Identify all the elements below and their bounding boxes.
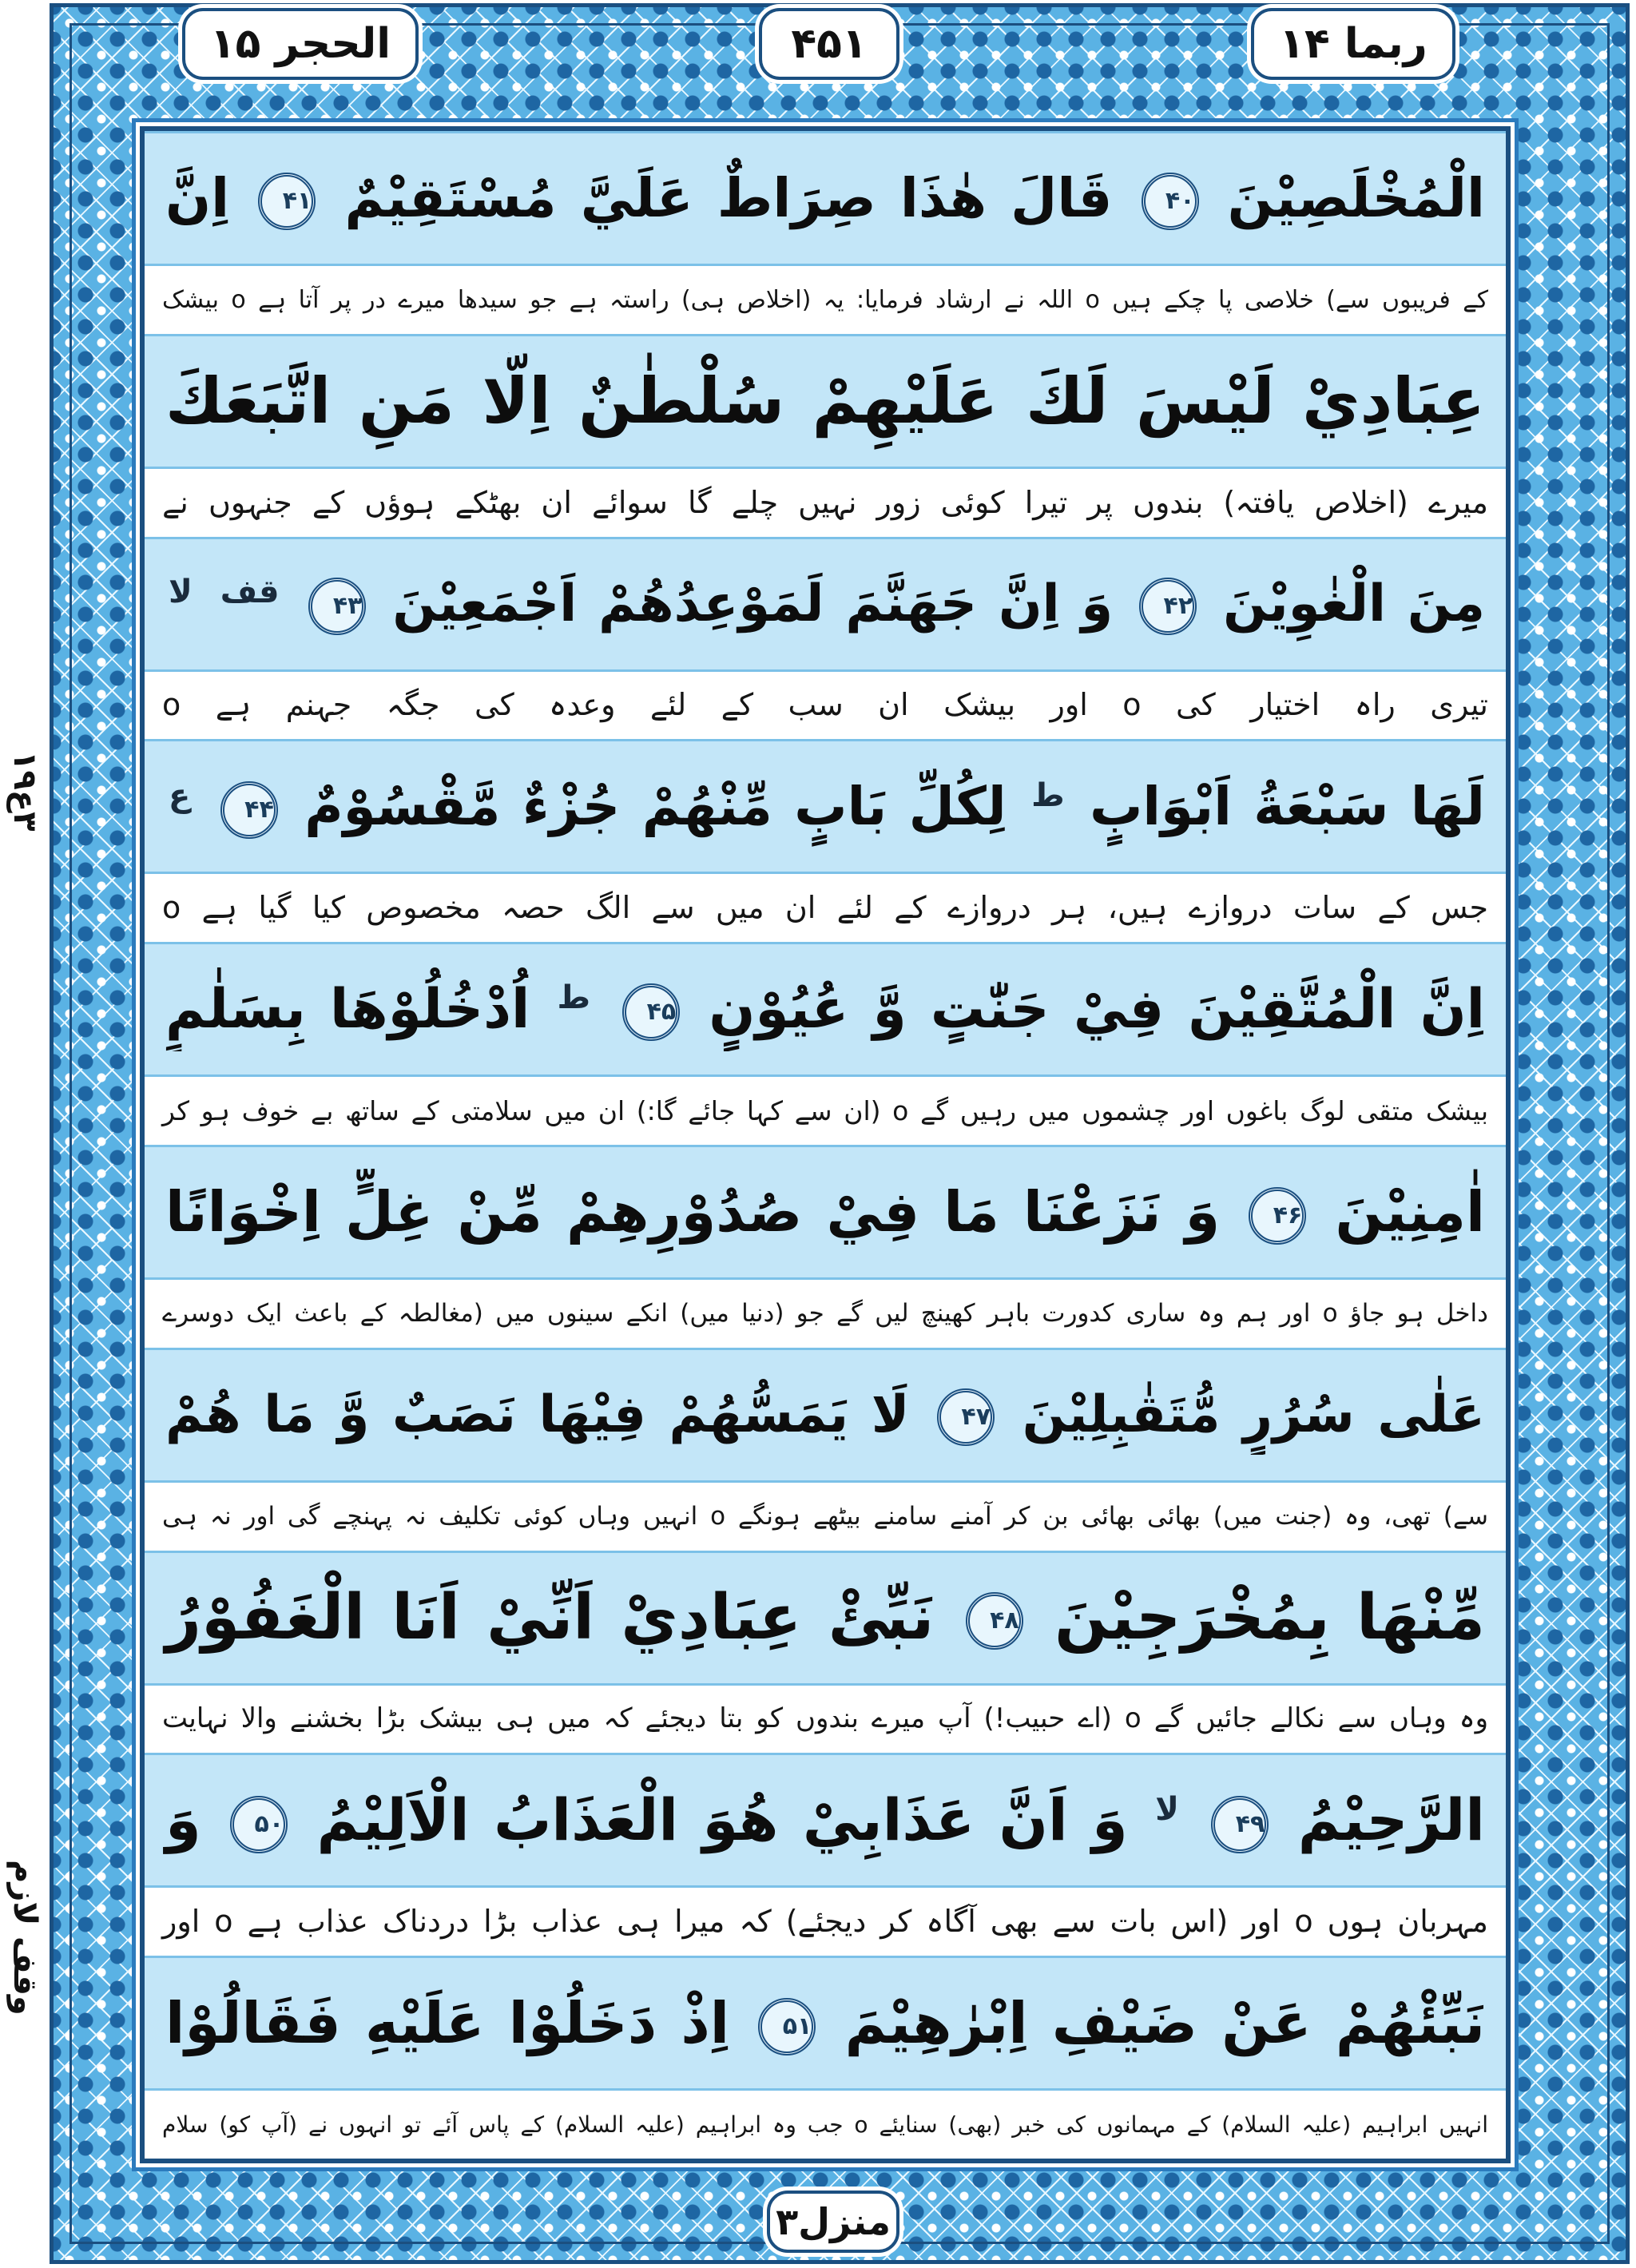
arabic-text-line bbox=[145, 766, 1506, 848]
text-frame bbox=[140, 126, 1511, 2163]
ayah-row bbox=[145, 1753, 1506, 1888]
surah-name-text: الحجر ۱۵ bbox=[209, 20, 391, 68]
arabic-text-line bbox=[145, 1980, 1506, 2067]
juz-name-label bbox=[1251, 8, 1455, 80]
ayah-row bbox=[145, 334, 1506, 469]
ayah-number-marker: ۵۱ bbox=[758, 1998, 816, 2055]
urdu-translation-line: تیری راہ اختیار کی o اور بیشک ان سب کے لئے وعدہ کی جگہ جہنم ہے o bbox=[162, 687, 1489, 723]
ayah-text: عِبَادِيْ لَيْسَ لَكَ عَلَيْهِمْ سُلْطٰنٌ اِلَّا مَنِ اتَّبَعَكَ bbox=[165, 364, 1485, 439]
urdu-translation-line: کے فریبوں سے) خلاصی پا چکے ہیں o اللہ نے ارشاد فرمایا: یہ (اخلاص ہی) راستہ ہے جو سیدھا میرے در پر آتا ہے o بیشک bbox=[162, 285, 1488, 314]
ayah-number-marker: ۵۰ bbox=[230, 1796, 288, 1853]
ayah-text: وَ bbox=[165, 1786, 201, 1854]
ayah-text: قَالَ هٰذَا صِرَاطٌ عَلَيَّ مُسْتَقِيْمٌ bbox=[344, 166, 1113, 229]
ayah-text: الْمُخْلَصِيْنَ bbox=[1227, 166, 1486, 229]
ayah-text: عَلٰى سُرُرٍ مُّتَقٰبِلِيْنَ bbox=[1022, 1384, 1485, 1444]
translation-row bbox=[145, 874, 1506, 942]
manzil-text: منزل۳ bbox=[776, 2200, 891, 2243]
urdu-translation-line: بیشک متقی لوگ باغوں اور چشموں میں رہیں گے o (ان سے کہا جائے گا:) ان میں سلامتی کے ساتھ بے خوف ہو کر bbox=[162, 1094, 1488, 1126]
ayah-number-marker: ۴۹ bbox=[1211, 1796, 1269, 1853]
ayah-number-marker: ۴۷ bbox=[937, 1388, 995, 1446]
ayah-text: اُدْخُلُوْهَا بِسَلٰمٍ bbox=[165, 977, 530, 1041]
ayah-number-marker: ۴۲ bbox=[1139, 578, 1197, 635]
waqf-sign: ط bbox=[557, 979, 591, 1017]
ayah-text: اِنَّ bbox=[165, 166, 230, 229]
translation-row bbox=[145, 1077, 1506, 1145]
arabic-text-line bbox=[145, 1570, 1506, 1666]
ayah-number-marker: ۴۸ bbox=[966, 1592, 1023, 1650]
urdu-translation-line: وہ وہاں سے نکالے جائیں گے o (اے حبیب!) آپ میرے بندوں کو بتا دیجئے کہ میں ہی بیشک بڑا بخشنے والا نہایت bbox=[162, 1702, 1488, 1735]
translation-row bbox=[145, 1686, 1506, 1754]
ayah-row bbox=[145, 1348, 1506, 1483]
urdu-translation-line: انہیں ابراہیم (علیہ السلام) کے مہمانوں کی خبر (بھی) سنایئے o جب وہ ابراہیم (علیہ السلام) کے پاس آئے تو انہوں نے (آپ کو) سلام bbox=[162, 2111, 1489, 2138]
ayah-row bbox=[145, 739, 1506, 874]
ayah-row bbox=[145, 1145, 1506, 1280]
ayah-row bbox=[145, 1956, 1506, 2091]
waqf-lazim-note bbox=[3, 1837, 46, 2037]
arabic-text-line bbox=[145, 157, 1506, 240]
arabic-text-line bbox=[145, 1376, 1506, 1455]
ayah-text: نَبِّئْ عِبَادِيْ اَنِّيْ اَنَا الْغَفُوْرُ bbox=[165, 1581, 935, 1654]
ayah-text: مِنَ الْغٰوِيْنَ bbox=[1223, 574, 1486, 634]
page-number bbox=[759, 8, 899, 80]
ayah-number-marker: ۴۱ bbox=[258, 173, 316, 230]
arabic-text-line bbox=[145, 1169, 1506, 1256]
translation-row bbox=[145, 266, 1506, 334]
page-number-text: ۴۵۱ bbox=[791, 20, 868, 68]
translation-row bbox=[145, 1483, 1506, 1551]
translation-row bbox=[145, 672, 1506, 740]
ayah-row bbox=[145, 131, 1506, 266]
ayah-text: نَبِّئْهُمْ عَنْ ضَيْفِ اِبْرٰهِيْمَ bbox=[844, 1989, 1486, 2056]
ayah-row bbox=[145, 537, 1506, 672]
translation-row bbox=[145, 469, 1506, 537]
ayah-number-marker: ۴۵ bbox=[622, 983, 680, 1041]
manzil-label bbox=[767, 2191, 899, 2253]
arabic-text-line bbox=[145, 967, 1506, 1051]
urdu-translation-line: داخل ہو جاؤ o اور ہم وہ ساری کدورت باہر کھینچ لیں گے جو (دنیا میں) انکے سینوں میں (مغالطہ کے باعث ایک دوسرے bbox=[162, 1299, 1488, 1329]
urdu-translation-line: میرے (اخلاص یافتہ) بندوں پر تیرا کوئی زور نہیں چلے گا سوائے ان بھٹکے ہوؤں کے جنہوں نے bbox=[162, 484, 1488, 520]
ayah-text: لَهَا سَبْعَةُ اَبْوَابٍ bbox=[1090, 775, 1485, 837]
ayah-text: اِنَّ الْمُتَّقِيْنَ فِيْ جَنّٰتٍ وَّ عُيُوْنٍ bbox=[709, 977, 1485, 1041]
ayah-text: وَ اَنَّ عَذَابِيْ هُوَ الْعَذَابُ الْاَلِيْمُ bbox=[316, 1786, 1128, 1854]
waqf-sign: ط bbox=[1031, 777, 1065, 814]
waqf-sign: ع bbox=[169, 777, 191, 814]
ayah-row bbox=[145, 942, 1506, 1077]
translation-row bbox=[145, 2091, 1506, 2159]
ayah-text: اٰمِنِيْنَ bbox=[1335, 1179, 1485, 1245]
ayah-text: وَ اِنَّ جَهَنَّمَ لَمَوْعِدُهُمْ اَجْمَعِيْنَ bbox=[392, 574, 1114, 634]
waqf-lazim-text: وقف لازم bbox=[6, 1859, 43, 2016]
ayah-text: الرَّحِيْمُ bbox=[1297, 1786, 1485, 1854]
ruku-marker-text: ۳ع۱۹ bbox=[6, 750, 43, 832]
ayah-text: لَا يَمَسُّهُمْ فِيْهَا نَصَبٌ وَّ مَا هُمْ bbox=[165, 1384, 910, 1444]
translation-row bbox=[145, 1888, 1506, 1956]
arabic-text-line bbox=[145, 1776, 1506, 1865]
ayah-text: مِّنْهَا بِمُخْرَجِيْنَ bbox=[1054, 1581, 1485, 1654]
ayah-number-marker: ۴۴ bbox=[220, 781, 278, 839]
ayah-text: اِذْ دَخَلُوْا عَلَيْهِ فَقَالُوْا bbox=[165, 1989, 730, 2056]
waqf-sign: قف bbox=[220, 574, 280, 611]
ayah-text: لِكُلِّ بَابٍ مِّنْهُمْ جُزْءٌ مَّقْسُوْمٌ bbox=[304, 775, 1007, 837]
ayah-row bbox=[145, 1551, 1506, 1686]
translation-row bbox=[145, 1280, 1506, 1348]
arabic-text-line bbox=[145, 352, 1506, 450]
surah-name-label bbox=[182, 8, 419, 80]
ayah-text: وَ نَزَعْنَا مَا فِيْ صُدُوْرِهِمْ مِّنْ غِلٍّ اِخْوَانًا bbox=[165, 1179, 1221, 1245]
ayah-number-marker: ۴۰ bbox=[1142, 173, 1199, 230]
urdu-translation-line: مہربان ہوں o اور (اس بات سے بھی آگاہ کر دیجئے) کہ میرا ہی عذاب بڑا دردناک عذاب ہے o اور bbox=[162, 1904, 1489, 1940]
ayah-number-marker: ۴۶ bbox=[1249, 1187, 1306, 1245]
urdu-translation-line: سے) تھی، وہ (جنت میں) بھائی بھائی بن کر آمنے سامنے بیٹھے ہونگے o انہیں وہاں کوئی تکلیف نہ پہنچے گی اور نہ ہی bbox=[162, 1501, 1488, 1531]
waqf-sign: لا bbox=[1155, 1791, 1179, 1829]
ruku-marker bbox=[3, 703, 46, 879]
ayah-number-marker: ۴۳ bbox=[308, 578, 366, 635]
juz-name-text: ربما ۱۴ bbox=[1279, 20, 1428, 68]
urdu-translation-line: جس کے سات دروازے ہیں، ہر دروازے کے لئے ان میں سے الگ حصہ مخصوص کیا گیا ہے o bbox=[162, 890, 1488, 926]
arabic-text-line bbox=[145, 565, 1506, 644]
waqf-sign: لا bbox=[169, 574, 193, 611]
